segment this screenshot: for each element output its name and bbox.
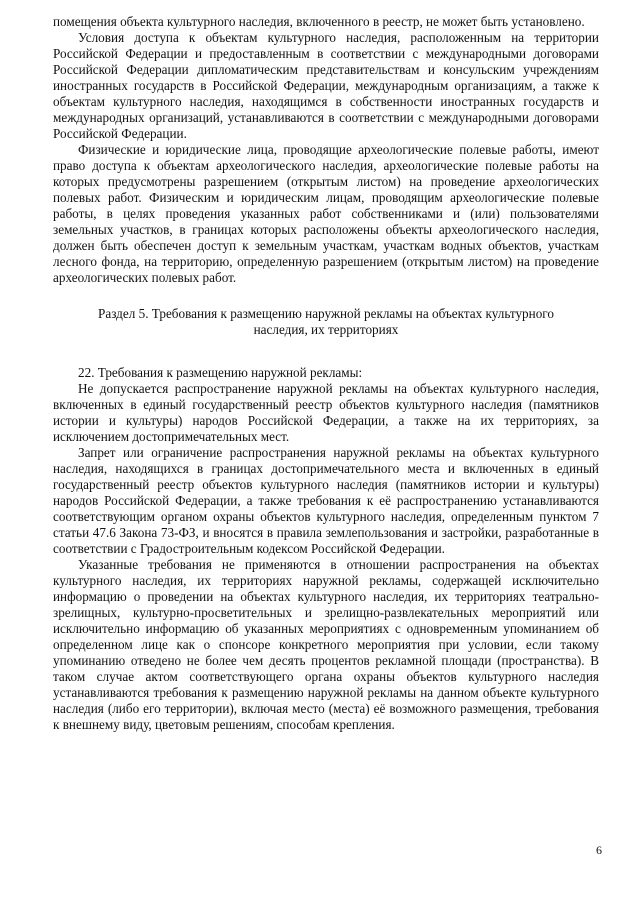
document-page: [53, 14, 599, 733]
paragraph-continuation: помещения объекта культурного наследия, включенного в реестр, не может быть установлено.: [53, 14, 585, 29]
section-heading: [53, 306, 599, 338]
section-heading-line-2: наследия, их территориях: [253, 322, 399, 337]
paragraph-archaeological-access: Физические и юридические лица, проводящие археологические полевые работы, имеют право доступа к объектам археологического наследия, археологические полевые работы на которых предусмотрены разрешением (открытым листом) на проведение археологических полевых работ. Физическим и юридическим лицам, проводящим археологические полевые работы, в целях проведения указанных работ собственниками и (или) пользователями земельных участков, в границах которых расположены объекты археологического наследия, должен быть обеспечен доступ к земельным участкам, участкам водных объектов, участкам лесного фонда, на территорию, определенную разрешением (открытым листом) на проведение археологических полевых работ.: [53, 142, 599, 285]
paragraph-advertising-ban: Не допускается распространение наружной рекламы на объектах культурного наследия, включенных в единый государственный реестр объектов культурного наследия (памятников истории и культуры) народов Российской Федерации, а также на их территориях, за исключением достопримечательных мест.: [53, 381, 599, 444]
section-heading-line-1: Раздел 5. Требования к размещению наружной рекламы на объектах культурного: [98, 306, 554, 321]
paragraph-item-22: 22. Требования к размещению наружной рекламы:: [78, 365, 363, 380]
page-number: 6: [596, 843, 602, 857]
paragraph-access-conditions: Условия доступа к объектам культурного наследия, расположенным на территории Российской Федерации и предоставленным в соответствии с международными договорами Российской Федерации дипломатическим представительствам и консульским учреждениям иностранных государств в Российской Федерации, международным организациям, а также к объектам культурного наследия, находящимся в собственности иностранных государств и международных организаций, устанавливаются в соответствии с международными договорами Российской Федерации.: [53, 30, 599, 141]
paragraphs-bottom: [53, 365, 599, 733]
paragraph-advertising-restriction: Запрет или ограничение распространения наружной рекламы на объектах культурного наследия, находящихся в границах достопримечательного места и включенных в единый государственный реестр объектов культурного наследия (памятников истории и культуры) народов Российской Федерации, а также требования к её распространению устанавливаются соответствующим органом охраны объектов культурного наследия, определенным пунктом 7 статьи 47.6 Закона 73-ФЗ, и вносятся в правила землепользования и застройки, разработанные в соответствии с Градостроительным кодексом Российской Федерации.: [53, 445, 599, 556]
paragraph-requirements-exceptions: Указанные требования не применяются в отношении распространения на объектах культурного наследия, их территориях наружной рекламы, содержащей исключительно информацию о проведении на объектах культурного наследия, их территориях театрально-зрелищных, культурно-просветительных и зрелищно-развлекательных мероприятий или исключительно информацию об указанных мероприятиях с одновременным упоминанием об определенном лице как о спонсоре конкретного мероприятия при условии, если такому упоминанию отведено не более чем десять процентов рекламной площади (пространства). В таком случае актом соответствующего органа охраны объектов культурного наследия устанавливаются требования к размещению наружной рекламы на данном объекте культурного наследия (либо его территории), включая место (места) её возможного размещения, требования к внешнему виду, цветовым решениям, способам крепления.: [53, 557, 599, 732]
paragraphs-top: [53, 14, 599, 286]
